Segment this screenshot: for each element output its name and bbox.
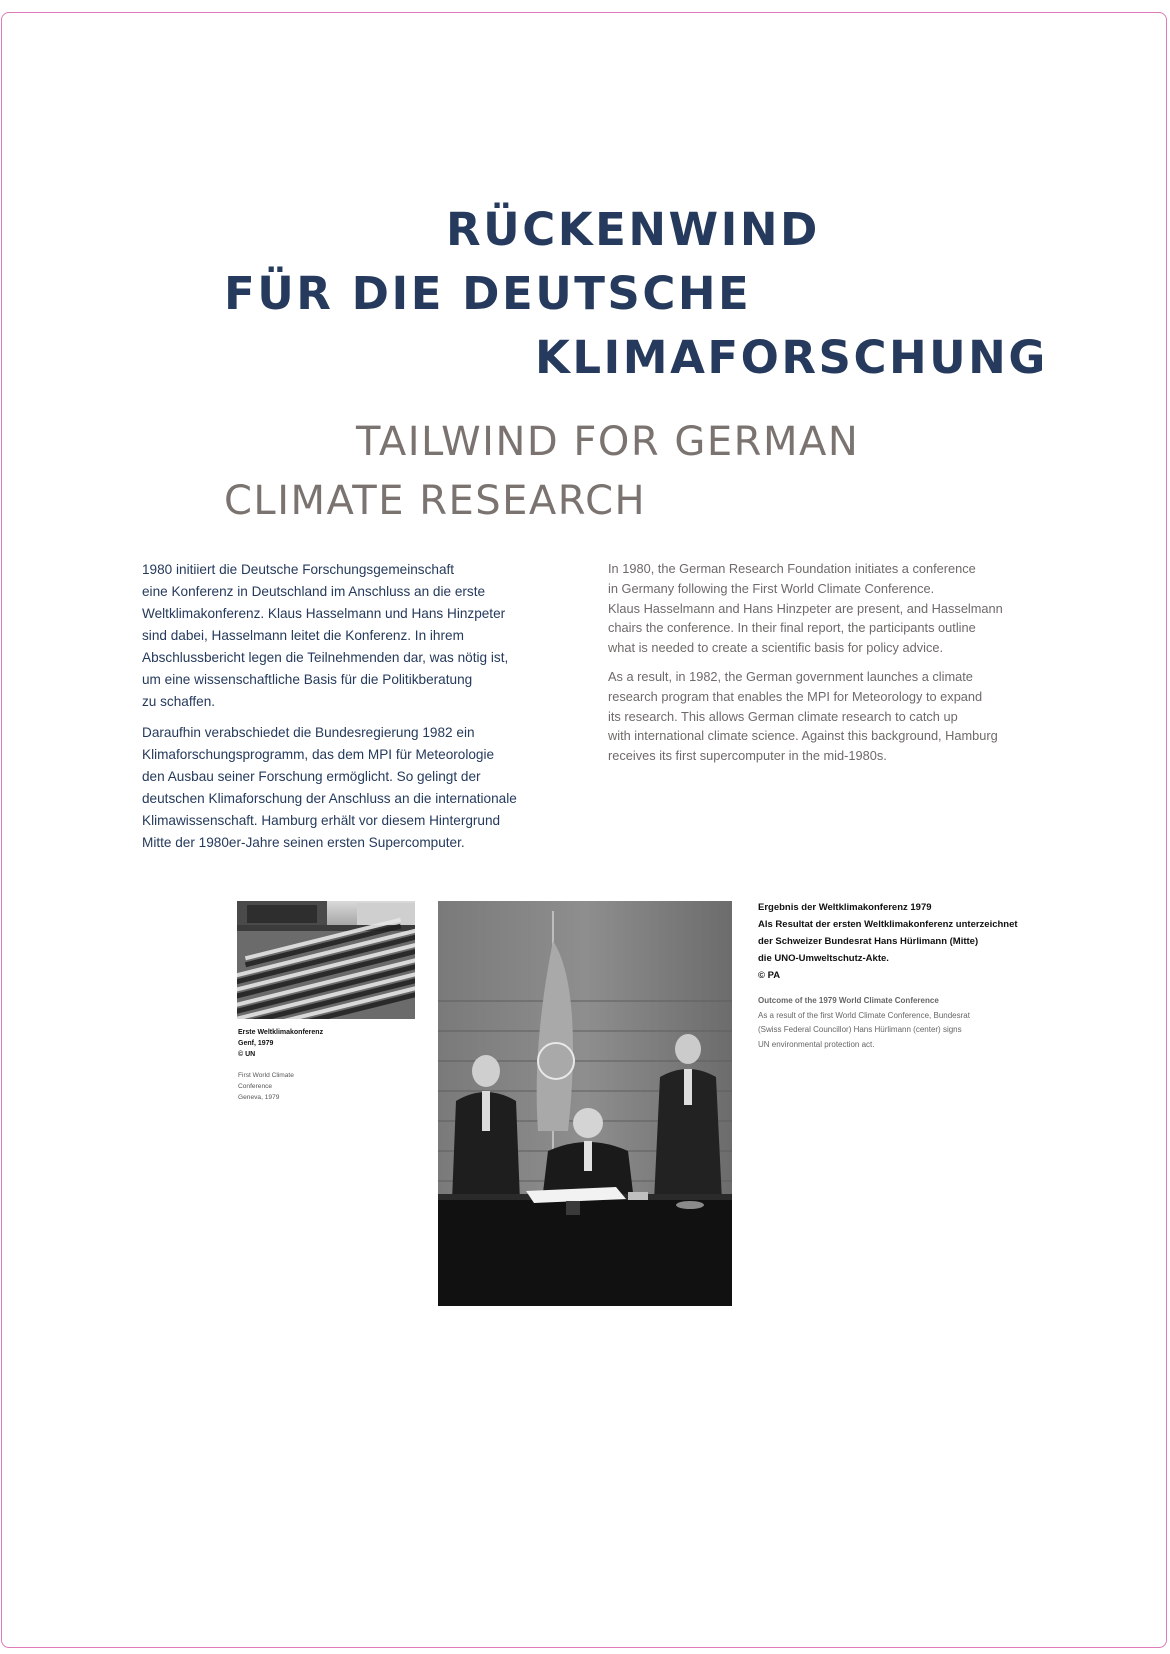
text-line: In 1980, the German Research Foundation initiates a conference <box>608 561 976 576</box>
subtitle-line-1: TAILWIND FOR GERMAN <box>356 419 860 465</box>
caption-title: Ergebnis der Weltklimakonferenz 1979 <box>758 902 932 913</box>
text-line: 1980 initiiert die Deutsche Forschungsgemeinschaft <box>142 562 455 577</box>
german-body-text <box>142 559 572 854</box>
english-paragraph-2 <box>608 667 1038 766</box>
german-paragraph-1 <box>142 559 572 713</box>
caption-line: der Schweizer Bundesrat Hans Hürlimann (Mitte) <box>758 936 979 947</box>
text-line: in Germany following the First World Climate Conference. <box>608 580 935 596</box>
caption-line: Conference <box>238 1083 273 1090</box>
text-line: receives its first supercomputer in the mid-1980s. <box>608 748 887 764</box>
english-body-text <box>608 559 1038 766</box>
title-line-2: FÜR DIE DEUTSCHE <box>224 267 752 320</box>
large-photo-caption-de <box>758 899 1018 984</box>
text-line: Klimaforschungsprogramm, das dem MPI für Meteorologie <box>142 747 495 762</box>
text-line: Weltklimakonferenz. Klaus Hasselmann und Hans Hinzpeter <box>142 606 506 621</box>
title-line-3: KLIMAFORSCHUNG <box>535 331 1048 384</box>
photo-credit: © PA <box>758 970 781 981</box>
text-line: eine Konferenz in Deutschland im Anschluss an die erste <box>142 584 486 599</box>
caption-line: UN environmental protection act. <box>758 1039 875 1049</box>
small-photo-caption-en <box>238 1070 294 1103</box>
text-line: its research. This allows German climate research to catch up <box>608 708 958 724</box>
signing-ceremony-illustration <box>438 901 732 1306</box>
german-paragraph-2 <box>142 722 572 854</box>
text-line: with international climate science. Against this background, Hamburg <box>608 728 998 744</box>
caption-place: Genf, 1979 <box>238 1040 274 1047</box>
text-line: Klimawissenschaft. Hamburg erhält vor diesem Hintergrund <box>142 813 501 828</box>
signing-ceremony-photo <box>438 901 732 1306</box>
caption-title: Erste Weltklimakonferenz <box>238 1029 324 1036</box>
subtitle-line-2: CLIMATE RESEARCH <box>224 478 647 524</box>
english-paragraph-1 <box>608 559 1038 658</box>
text-line: Klaus Hasselmann and Hans Hinzpeter are present, and Hasselmann <box>608 600 1003 616</box>
caption-line: Geneva, 1979 <box>238 1094 280 1101</box>
caption-title: Outcome of the 1979 World Climate Conference <box>758 996 939 1005</box>
conference-hall-photo <box>237 901 415 1019</box>
caption-line: As a result of the first World Climate Conference, Bundesrat <box>758 1010 970 1020</box>
large-photo-caption-en <box>758 994 970 1052</box>
text-line: sind dabei, Hasselmann leitet die Konferenz. In ihrem <box>142 628 464 643</box>
text-line: zu schaffen. <box>142 694 216 709</box>
text-line: chairs the conference. In their final report, the participants outline <box>608 620 976 636</box>
text-line: Daraufhin verabschiedet die Bundesregierung 1982 ein <box>142 725 475 740</box>
text-line: research program that enables the MPI for Meteorology to expand <box>608 688 983 704</box>
text-line: As a result, in 1982, the German government launches a climate <box>608 668 973 684</box>
title-line-1: RÜCKENWIND <box>446 203 820 256</box>
text-line: um eine wissenschaftliche Basis für die Politikberatung <box>142 672 473 687</box>
text-line: deutschen Klimaforschung der Anschluss an die internationale <box>142 791 517 806</box>
text-line: Mitte der 1980er-Jahre seinen ersten Supercomputer. <box>142 835 465 850</box>
caption-line: First World Climate <box>238 1072 294 1079</box>
caption-line: Als Resultat der ersten Weltklimakonferenz unterzeichnet <box>758 919 1018 930</box>
text-line: den Ausbau seiner Forschung ermöglicht. So gelingt der <box>142 769 481 784</box>
conference-hall-illustration <box>237 901 415 1019</box>
text-line: Abschlussbericht legen die Teilnehmenden dar, was nötig ist, <box>142 650 509 665</box>
text-line: what is needed to create a scientific basis for policy advice. <box>608 640 944 656</box>
caption-line: die UNO-Umweltschutz-Akte. <box>758 953 889 964</box>
small-photo-caption-de <box>238 1027 323 1060</box>
caption-line: (Swiss Federal Councillor) Hans Hürlimann (center) signs <box>758 1025 962 1034</box>
photo-credit: © UN <box>238 1051 256 1058</box>
